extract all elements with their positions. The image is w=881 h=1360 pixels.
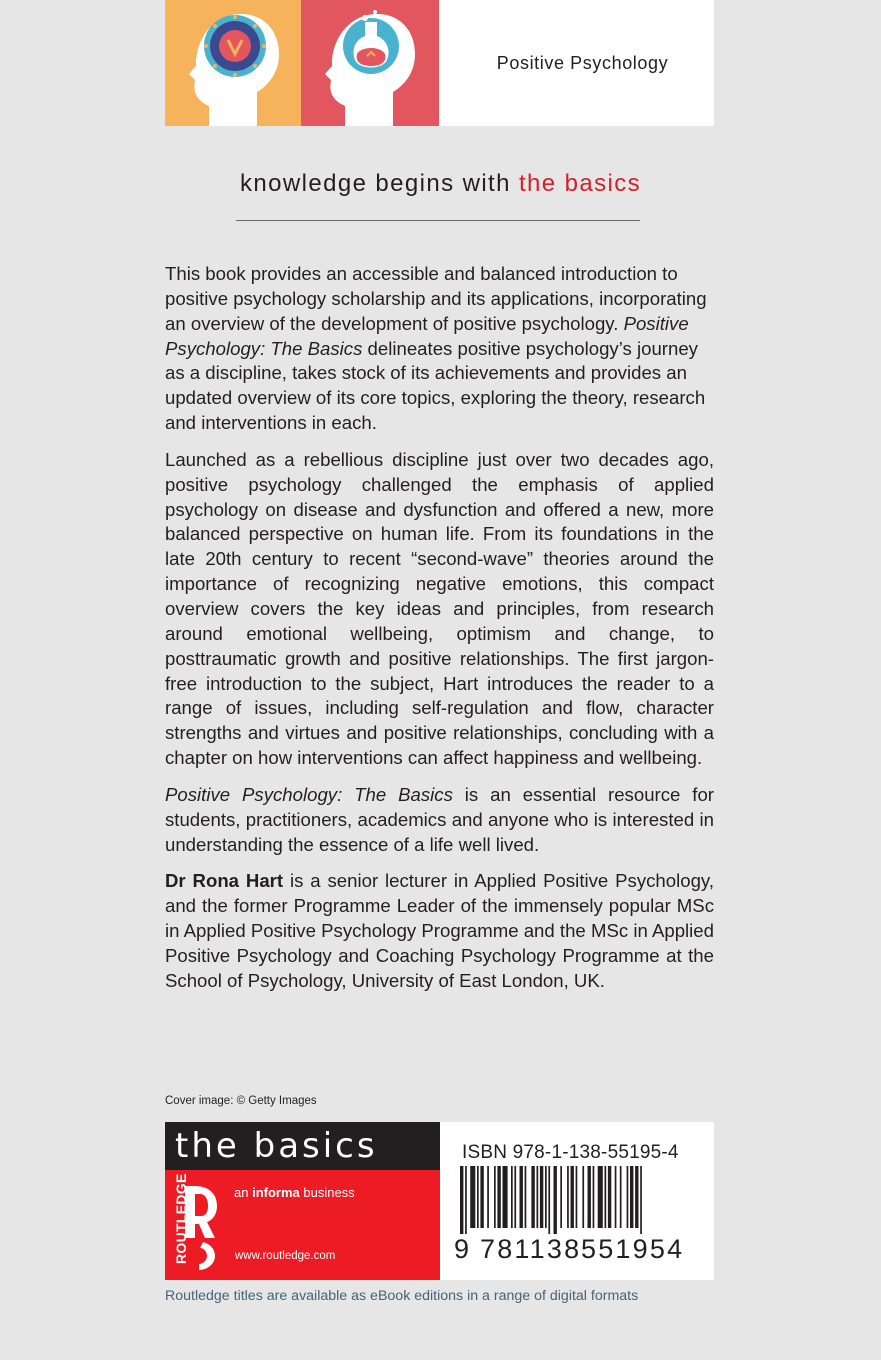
author-name: Dr Rona Hart bbox=[165, 870, 284, 892]
tagline-divider bbox=[236, 220, 640, 221]
series-title: Positive Psychology bbox=[496, 52, 669, 73]
barcode-bar bbox=[576, 1166, 578, 1228]
barcode-bar bbox=[582, 1166, 584, 1228]
ebook-availability-note: Routledge titles are available as eBook editions in a range of digital formats bbox=[165, 1288, 639, 1304]
barcode-bar bbox=[470, 1166, 475, 1228]
barcode-digit-first: 9 bbox=[454, 1234, 470, 1264]
barcode-bar bbox=[593, 1166, 595, 1228]
barcode-bar bbox=[465, 1166, 467, 1234]
barcode-digit-group-1: 781138 bbox=[480, 1234, 582, 1264]
barcode-bar bbox=[598, 1166, 603, 1228]
barcode-bar bbox=[545, 1166, 547, 1228]
barcode-bar bbox=[554, 1166, 557, 1234]
barcode-bar bbox=[514, 1166, 516, 1228]
publisher-website: www.routledge.com bbox=[235, 1250, 336, 1262]
informa-tagline bbox=[234, 1185, 355, 1200]
barcode-bar bbox=[477, 1166, 479, 1228]
series-wordmark: the basics bbox=[175, 1126, 378, 1166]
author-bio bbox=[165, 869, 714, 993]
barcode-bar bbox=[531, 1166, 534, 1228]
barcode-bar bbox=[494, 1166, 496, 1228]
barcode-bar bbox=[615, 1166, 617, 1228]
orange-tile bbox=[165, 0, 301, 126]
barcode-bar bbox=[630, 1166, 633, 1228]
header-strip bbox=[165, 0, 714, 126]
blurb bbox=[165, 262, 714, 1006]
barcode-block bbox=[440, 1122, 714, 1280]
barcode-bar bbox=[640, 1166, 642, 1234]
barcode-bar bbox=[605, 1166, 607, 1228]
bottom-panel bbox=[165, 1122, 714, 1280]
barcode-icon bbox=[454, 1166, 704, 1234]
barcode-bar bbox=[460, 1166, 463, 1234]
barcode-bar bbox=[588, 1166, 591, 1228]
barcode-bar bbox=[520, 1166, 523, 1228]
barcode-bar bbox=[487, 1166, 489, 1228]
p3-text: is an essential resource for students, practitioners, academics and anyone who is interested in understanding the essence of a life well lived. bbox=[165, 783, 714, 855]
p1-text-end: delineates positive psychology’s journey as a discipline, takes stock of its achievements and provides an updated overview of its core topics, exploring the theory, research and interventions in each. bbox=[165, 337, 706, 434]
publisher-name: ROUTLEDGE bbox=[173, 1173, 189, 1264]
tagline bbox=[0, 170, 881, 198]
blurb-paragraph-2: Launched as a rebellious discipline just over two decades ago, positive psychology challenged the emphasis of applied psychology on disease and dysfunction and offered a new, more balanced perspective on human life. From its foundations in the late 20th century to recent “second-wave” theories around the importance of recognizing negative emotions, this compact overview covers the key ideas and principles, from research around emotional wellbeing, optimism and change, to posttraumatic growth and positive relationships. The first jargon-free introduction to the subject, Hart introduces the reader to a range of issues, including self-regulation and flow, character strengths and virtues and positive relationships, concluding with a chapter on how interventions can affect happiness and wellbeing. bbox=[165, 448, 714, 769]
blurb-paragraph-1 bbox=[165, 262, 714, 436]
barcode-bar bbox=[497, 1166, 500, 1228]
p1-text-start: This book provides an accessible and balanced introduction to positive psychology scholarship and its applications, incorporating an overview of the development of positive psychology. bbox=[165, 263, 707, 334]
barcode-bar bbox=[635, 1166, 638, 1228]
author-bio-text: is a senior lecturer in Applied Positive Psychology, and the former Programme Leader of the immensely popular MSc in Applied Positive Psychology Programme and the MSc in Applied Positive Psychology and Coaching Psychology Programme at the School of Psychology, University of East London, UK. bbox=[165, 870, 714, 991]
isbn-number: ISBN 978-1-138-55195-4 bbox=[462, 1142, 679, 1163]
barcode-bar bbox=[620, 1166, 622, 1228]
barcode-bar bbox=[503, 1166, 508, 1228]
tagline-text: knowledge begins with bbox=[239, 170, 519, 197]
head-with-flask-icon bbox=[301, 0, 439, 126]
p1-book-title: Positive Psychology: The Basics bbox=[165, 312, 689, 359]
series-title-tile bbox=[439, 0, 714, 126]
informa-suffix: business bbox=[299, 1185, 355, 1200]
p3-book-title: Positive Psychology: The Basics bbox=[165, 783, 453, 805]
barcode-bar bbox=[548, 1166, 550, 1234]
barcode-bar bbox=[511, 1166, 513, 1228]
informa-word: informa bbox=[252, 1185, 300, 1200]
red-tile bbox=[301, 0, 439, 126]
informa-prefix: an bbox=[234, 1185, 253, 1200]
series-block bbox=[165, 1122, 440, 1280]
barcode-bar bbox=[608, 1166, 611, 1228]
barcode-bar bbox=[525, 1166, 527, 1228]
barcode-bar bbox=[627, 1166, 629, 1228]
barcode-bar bbox=[480, 1166, 483, 1228]
barcode-bar bbox=[567, 1166, 569, 1228]
barcode-digit-group-2: 551954 bbox=[581, 1234, 685, 1264]
head-with-gear-icon bbox=[165, 0, 301, 126]
tagline-accent: the basics bbox=[518, 170, 642, 197]
barcode-bar bbox=[540, 1166, 543, 1228]
cover-image-credit: Cover image: © Getty Images bbox=[165, 1095, 317, 1107]
barcode-bar bbox=[560, 1166, 562, 1228]
barcode-bar bbox=[537, 1166, 539, 1228]
blurb-paragraph-3 bbox=[165, 783, 714, 858]
barcode-bar bbox=[571, 1166, 574, 1228]
